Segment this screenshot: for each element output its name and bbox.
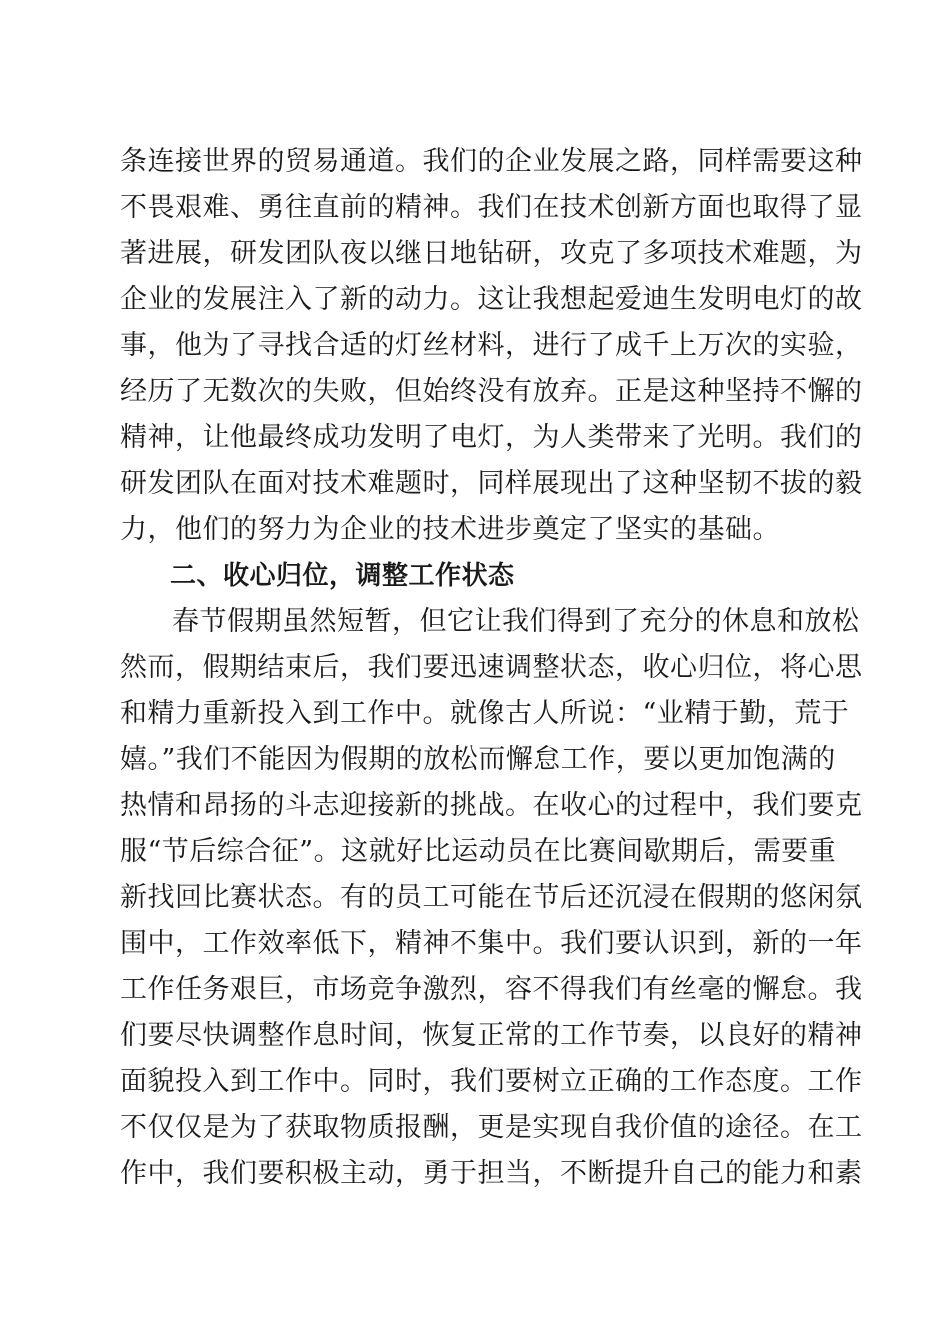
paragraph-line: 们要尽快调整作息时间，恢复正常的工作节奏，以良好的精神 <box>120 1020 863 1051</box>
paragraph-line: 不畏艰难、勇往直前的精神。我们在技术创新方面也取得了显 <box>120 192 863 223</box>
paragraph-line: 围中，工作效率低下，精神不集中。我们要认识到，新的一年 <box>120 928 863 959</box>
paragraph-line: 嬉。”我们不能因为假期的放松而懈怠工作，要以更加饱满的 <box>120 744 836 775</box>
paragraph-line: 条连接世界的贸易通道。我们的企业发展之路，同样需要这种 <box>120 146 863 177</box>
paragraph-line: 服“节后综合征”。这就好比运动员在比赛间歇期后，需要重 <box>120 836 837 867</box>
paragraph-line: 力，他们的努力为企业的技术进步奠定了坚实的基础。 <box>120 514 780 545</box>
section-heading: 二、收心归位，调整工作状态 <box>170 561 515 591</box>
paragraph-line: 热情和昂扬的斗志迎接新的挑战。在收心的过程中，我们要克 <box>120 790 863 821</box>
paragraph-line: 经历了无数次的失败，但始终没有放弃。正是这种坚持不懈的 <box>120 376 863 407</box>
paragraph-line: 春节假期虽然短暂，但它让我们得到了充分的休息和放松 <box>172 606 860 637</box>
paragraph-line: 研发团队在面对技术难题时，同样展现出了这种坚韧不拔的毅 <box>120 468 863 499</box>
paragraph-line: 新找回比赛状态。有的员工可能在节后还沉浸在假期的悠闲氛 <box>120 882 863 913</box>
paragraph-line: 著进展，研发团队夜以继日地钻研，攻克了多项技术难题，为 <box>120 238 863 269</box>
paragraph-line: 企业的发展注入了新的动力。这让我想起爱迪生发明电灯的故 <box>120 284 863 315</box>
paragraph-line: 然而，假期结束后，我们要迅速调整状态，收心归位，将心思 <box>120 652 863 683</box>
paragraph-line: 精神，让他最终成功发明了电灯，为人类带来了光明。我们的 <box>120 422 863 453</box>
paragraph-line: 不仅仅是为了获取物质报酬，更是实现自我价值的途径。在工 <box>120 1112 863 1143</box>
paragraph-line: 面貌投入到工作中。同时，我们要树立正确的工作态度。工作 <box>120 1066 863 1097</box>
paragraph-line: 事，他为了寻找合适的灯丝材料，进行了成千上万次的实验， <box>120 330 863 361</box>
paragraph-line: 工作任务艰巨，市场竞争激烈，容不得我们有丝毫的懈怠。我 <box>120 974 863 1005</box>
paragraph-line: 和精力重新投入到工作中。就像古人所说：“业精于勤，荒于 <box>120 698 850 729</box>
paragraph-line: 作中，我们要积极主动，勇于担当，不断提升自己的能力和素 <box>120 1158 863 1189</box>
